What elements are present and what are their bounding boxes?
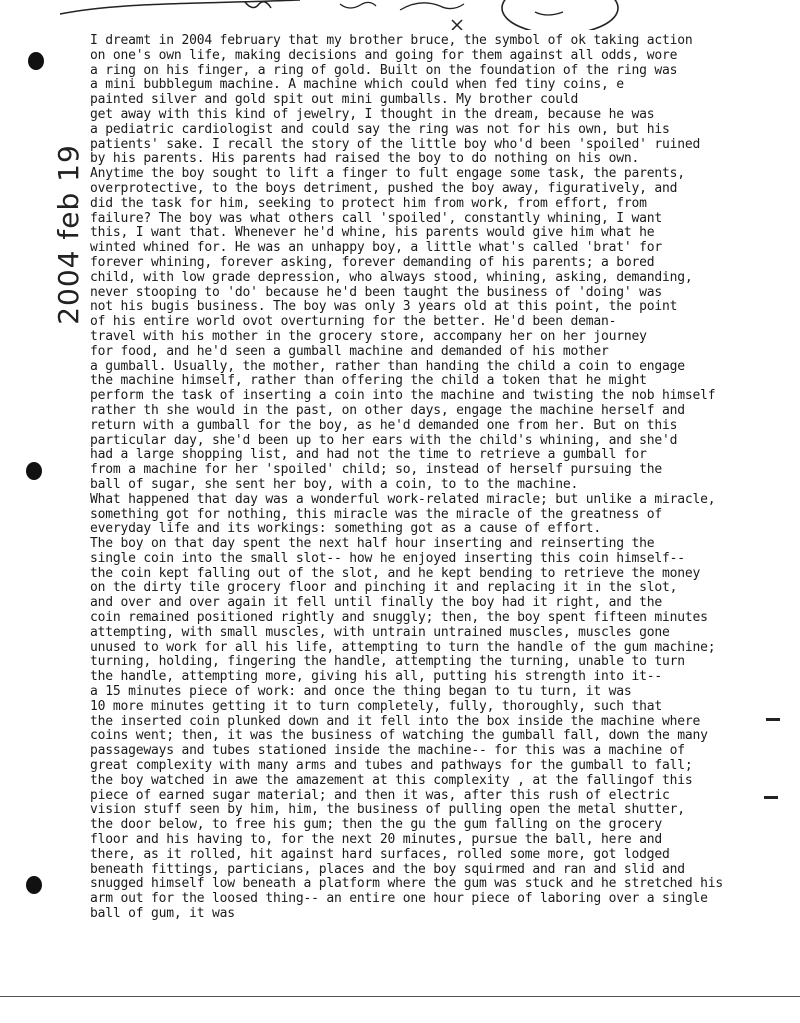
text-line: a ring on his finger, a ring of gold. Built on the foundation of the ring was <box>90 62 678 78</box>
text-line: child, with low grade depression, who always stood, whining, asking, demanding, <box>90 269 693 285</box>
margin-date-note <box>18 144 85 325</box>
text-line: from a machine for her 'spoiled' child; so, instead of herself pursuing the <box>90 462 662 478</box>
text-line: never stooping to 'do' because he'd been taught the business of 'doing' was <box>90 284 662 300</box>
text-line: a pediatric cardiologist and could say the ring was not for his own, but his <box>90 121 670 137</box>
text-line: turning, holding, fingering the handle, attempting the turning, unable to turn <box>90 654 685 670</box>
text-line: everyday life and its workings: something got as a cause of effort. <box>90 521 601 537</box>
text-line: What happened that day was a wonderful work-related miracle; but unlike a miracle, <box>90 491 716 507</box>
text-line: a mini bubblegum machine. A machine which could when fed tiny coins, e <box>90 77 624 93</box>
text-line: not his bugis business. The boy was only 3 years old at this point, the point <box>90 299 678 315</box>
text-line: did the task for him, seeking to protect him from work, from effort, from <box>90 195 647 211</box>
text-line: vision stuff seen by him, him, the business of pulling open the metal shutter, <box>90 802 685 818</box>
text-line: forever whining, forever asking, forever demanding of his parents; a bored <box>90 254 655 270</box>
text-line: rather th she would in the past, on other days, engage the machine herself and <box>90 402 685 418</box>
margin-dash <box>766 718 780 721</box>
text-line: the boy watched in awe the amazement at this complexity , at the fallingof this <box>90 772 693 788</box>
text-line: overprotective, to the boys detriment, pushed the boy away, figuratively, and <box>90 180 678 196</box>
text-line: the machine himself, rather than offering the child a token that he might <box>90 373 647 389</box>
text-line: winted whined for. He was an unhappy boy, a little what's called 'brat' for <box>90 240 662 256</box>
text-line: the inserted coin plunked down and it fell into the box inside the machine where <box>90 713 701 729</box>
text-line: a 15 minutes piece of work: and once the thing began to tu turn, it was <box>90 684 632 700</box>
text-line: patients' sake. I recall the story of the little boy who'd been 'spoiled' ruined <box>90 136 701 152</box>
text-line: The boy on that day spent the next half hour inserting and reinserting the <box>90 536 655 552</box>
text-line: unused to work for all his life, attempting to turn the handle of the gum machine; <box>90 639 716 655</box>
text-line: ball of gum, it was <box>90 906 235 922</box>
text-line: this, I want that. Whenever he'd whine, his parents would give him what he <box>90 225 655 241</box>
margin-dash <box>764 796 778 799</box>
text-line: Anytime the boy sought to lift a finger to fult engage some task, the parents, <box>90 166 685 182</box>
text-line: arm out for the loosed thing-- an entire one hour piece of laboring over a single <box>90 891 708 907</box>
top-handwriting-scrawl <box>0 0 800 30</box>
binder-hole <box>26 462 42 480</box>
text-line: there, as it rolled, hit against hard surfaces, rolled some more, got lodged <box>90 846 670 862</box>
text-line: return with a gumball for the boy, as he'd demanded one from her. But on this <box>90 417 678 433</box>
text-line: particular day, she'd been up to her ears with the child's whining, and she'd <box>90 432 678 448</box>
text-line: floor and his having to, for the next 20 minutes, pursue the ball, here and <box>90 832 662 848</box>
binder-hole <box>28 52 44 70</box>
text-line: perform the task of inserting a coin into the machine and twisting the nob himself <box>90 388 716 404</box>
text-line: beneath fittings, particians, places and the boy squirmed and ran and slid and <box>90 861 685 877</box>
text-line: coin remained positioned rightly and snuggly; then, the boy spent fifteen minutes <box>90 610 708 626</box>
text-line: of his entire world ovot overturning for the better. He'd been deman- <box>90 314 617 330</box>
text-line: by his parents. His parents had raised the boy to do nothing on his own. <box>90 151 640 167</box>
text-line: single coin into the small slot-- how he enjoyed inserting this coin himself-- <box>90 550 685 566</box>
text-line: 10 more minutes getting it to turn completely, fully, thoroughly, such that <box>90 698 662 714</box>
text-line: ball of sugar, she sent her boy, with a coin, to to the machine. <box>90 476 579 492</box>
text-line: passageways and tubes stationed inside the machine-- for this was a machine of <box>90 743 685 759</box>
text-line: on the dirty tile grocery floor and pinching it and replacing it in the slot, <box>90 580 678 596</box>
text-line: something got for nothing, this miracle was the miracle of the greatness of <box>90 506 662 522</box>
text-line: coins went; then, it was the business of watching the gumball fall, down the many <box>90 728 708 744</box>
binder-hole <box>26 876 42 894</box>
text-line: snugged himself low beneath a platform where the gum was stuck and he stretched his <box>90 876 724 892</box>
page-bottom-rule <box>0 996 800 997</box>
text-line: and over and over again it fell until finally the boy had it right, and the <box>90 595 662 611</box>
text-line: the door below, to free his gum; then the gu the gum falling on the grocery <box>90 817 662 833</box>
text-line: I dreamt in 2004 february that my brother bruce, the symbol of ok taking action <box>90 33 693 48</box>
text-line: had a large shopping list, and had not the time to retrieve a gumball for <box>90 447 647 463</box>
text-line: on one's own life, making decisions and going for them against all odds, wore <box>90 47 678 63</box>
text-line: get away with this kind of jewelry, I thought in the dream, because he was <box>90 106 655 122</box>
text-line: painted silver and gold spit out mini gumballs. My brother could <box>90 92 579 108</box>
text-line: the handle, attempting more, giving his all, putting his strength into it-- <box>90 669 662 685</box>
text-line: attempting, with small muscles, with untrain untrained muscles, muscles gone <box>90 624 670 640</box>
text-line: failure? The boy was what others call 'spoiled', constantly whining, I want <box>90 210 662 226</box>
margin-date-text: 2004 feb 19 <box>51 144 85 325</box>
text-line: travel with his mother in the grocery store, accompany her on her journey <box>90 328 647 344</box>
text-line: piece of earned sugar material; and then it was, after this rush of electric <box>90 787 670 803</box>
text-line: a gumball. Usually, the mother, rather than handing the child a coin to engage <box>90 358 685 374</box>
typed-body-text <box>90 34 750 922</box>
text-line: for food, and he'd seen a gumball machine and demanded of his mother <box>90 343 609 359</box>
text-line: the coin kept falling out of the slot, and he kept bending to retrieve the money <box>90 565 701 581</box>
text-line: great complexity with many arms and tubes and pathways for the gumball to fall; <box>90 758 693 774</box>
